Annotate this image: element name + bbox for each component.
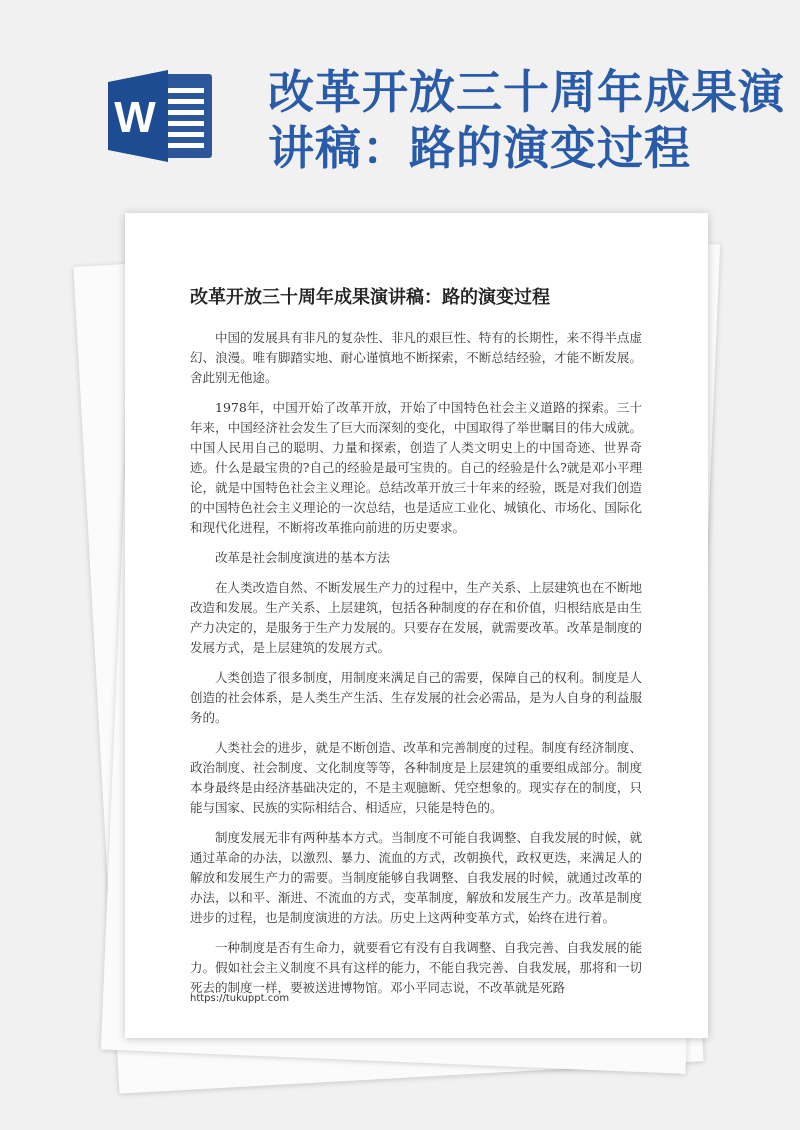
paragraph: 中国的发展具有非凡的复杂性、非凡的艰巨性、特有的长期性，来不得半点虚幻、浪漫。唯有脚踏实地、耐心谨慎地不断探索，不断总结经验，才能不断发展。舍此别无他途。 <box>190 330 642 385</box>
document-page <box>125 213 708 1038</box>
word-icon-letter: W <box>114 93 156 142</box>
document-body <box>190 328 642 1008</box>
paragraph: 人类创造了很多制度，用制度来满足自己的需要，保障自己的权利。制度是人创造的社会体系，是人类生产生活、生存发展的社会必需品，是为人自身的利益服务的。 <box>190 670 642 725</box>
footer-url: https://tukuppt.com <box>190 993 290 1004</box>
document-title: 改革开放三十周年成果演讲稿：路的演变过程 <box>190 287 550 308</box>
paragraph: 1978年，中国开始了改革开放，开始了中国特色社会主义道路的探索。三十年来，中国经济社会发生了巨大而深刻的变化，中国取得了举世瞩目的伟大成就。中国人民用自己的聪明、力量和探索，创造了人类文明史上的中国奇迹、世界奇迹。什么是最宝贵的?自己的经验是最可宝贵的。自己的经验是什么?就是邓小平理论，就是中国特色社会主义理论。总结改革开放三十年来的经验，既是对我们创造的中国特色社会主义理论的一次总结，也是适应工业化、城镇化、市场化、国际化和现代化进程，不断将改革推向前进的历史要求。 <box>190 400 642 535</box>
banner-title: 改革开放三十周年成果演讲稿：路的演变过程 <box>268 65 785 175</box>
paragraph: 制度发展无非有两种基本方式。当制度不可能自我调整、自我发展的时候，就通过革命的办法，以激烈、暴力、流血的方式，改朝换代，政权更迭，来满足人的解放和发展生产力的需要。当制度能够自我调整、自我发展的时候，就通过改革的办法，以和平、渐进、不流血的方式，变革制度，解放和发展生产力。改革是制度进步的过程，也是制度演进的方法。历史上这两种变革方式，始终在进行着。 <box>190 830 642 925</box>
word-document-icon <box>108 68 216 164</box>
section-heading: 改革是社会制度演进的基本方法 <box>215 550 391 565</box>
paragraph: 在人类改造自然、不断发展生产力的过程中，生产关系、上层建筑也在不断地改造和发展。生产关系、上层建筑，包括各种制度的存在和价值，归根结底是由生产力决定的，是服务于生产力发展的。只要存在发展，就需要改革。改革是制度的发展方式，是上层建筑的发展方式。 <box>190 580 642 655</box>
paragraph: 人类社会的进步，就是不断创造、改革和完善制度的过程。制度有经济制度、政治制度、社会制度、文化制度等等，各种制度是上层建筑的重要组成部分。制度本身最终是由经济基础决定的，不是主观臆断、凭空想象的。现实存在的制度，只能与国家、民族的实际相结合、相适应，只能是特色的。 <box>190 740 642 815</box>
paragraph: 一种制度是否有生命力，就要看它有没有自我调整、自我完善、自我发展的能力。假如社会主义制度不具有这样的能力，不能自我完善、自我发展，那将和一切死去的制度一样，要被送进博物馆。邓小平同志说，不改革就是死路 <box>190 940 642 995</box>
